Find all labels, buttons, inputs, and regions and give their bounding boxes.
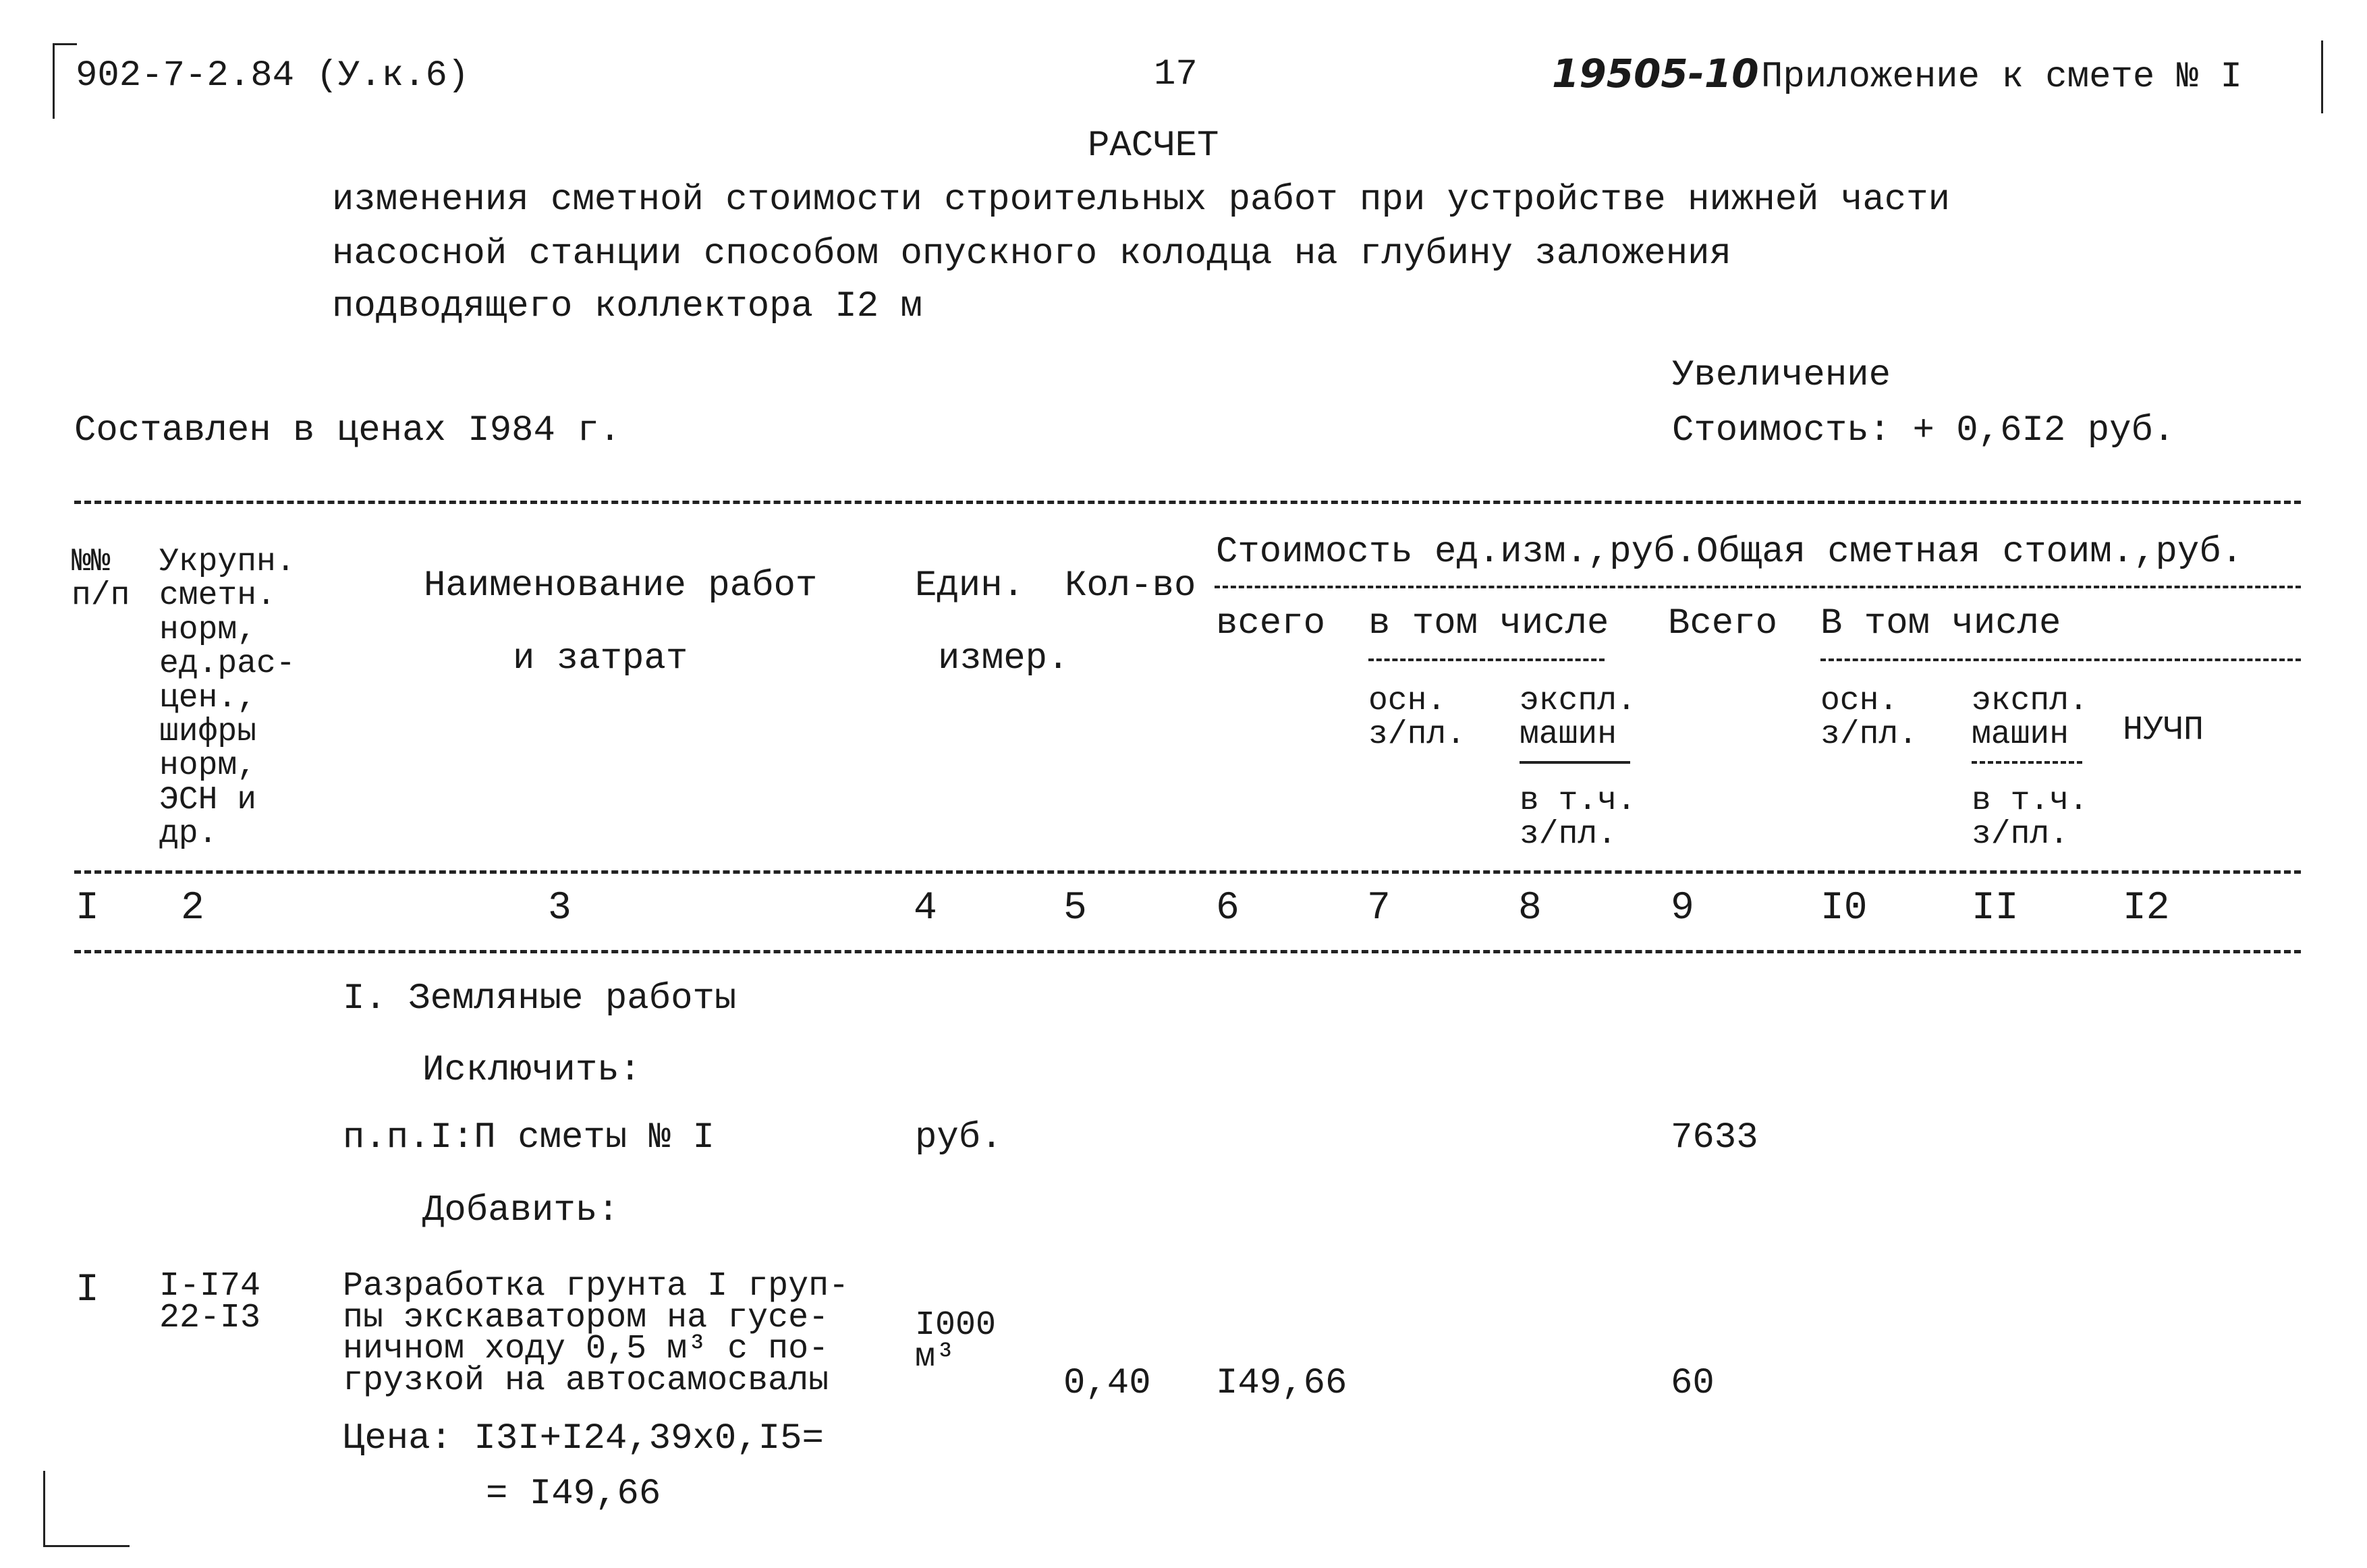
header-col-unit-2: измер.: [938, 638, 1069, 679]
header-group-total-cost: Общая сметная стоим.,руб.: [1696, 532, 2244, 573]
prices-label: Составлен в ценах I984 г.: [74, 410, 621, 451]
row-name: Разработка грунта I груп- пы экскаватором на гусе- ничном ходу 0,5 м³ с по- грузкой на автосамосвалы: [343, 1267, 850, 1400]
row-unit: I000 м³: [915, 1306, 997, 1376]
header-unit-mach-wage: в т.ч. з/пл.: [1520, 783, 1636, 853]
col-number: 4: [914, 887, 937, 930]
title-word: РАСЧЕТ: [1088, 125, 1219, 167]
corner-mark-bottom-left-h: [43, 1545, 130, 1547]
header-col-num: №№ п/п: [72, 544, 130, 615]
header-col-name-1: Наименование работ: [424, 565, 818, 607]
header-col-code: Укрупн. сметн. норм, ед.рас- цен., шифры норм, ЭСН и др.: [159, 544, 296, 853]
col-number: 5: [1063, 887, 1087, 930]
col-number: I2: [2123, 887, 2170, 930]
title-line-3: подводящего коллектора I2 м: [332, 286, 922, 327]
header-total-mach-underline: [1972, 761, 2082, 764]
exclude-unit: руб.: [915, 1117, 1003, 1158]
col-number: 7: [1367, 887, 1391, 930]
header-total-total: Всего: [1668, 603, 1778, 644]
header-unit-incl-underline: [1368, 659, 1605, 661]
increase-label: Увеличение: [1672, 355, 1891, 396]
col-number: 3: [548, 887, 572, 930]
header-col-name-2: и затрат: [513, 638, 688, 679]
header-total-incl: В том числе: [1820, 603, 2061, 644]
exclude-label: Исключить:: [422, 1050, 642, 1091]
add-label: Добавить:: [422, 1190, 619, 1231]
col-number: 6: [1216, 887, 1240, 930]
price-line-1: Цена: I3I+I24,39х0,I5=: [343, 1418, 824, 1459]
header-unit-mach: экспл. машин: [1520, 683, 1636, 754]
corner-mark-top-left: [53, 43, 55, 119]
row-code: I-I74 22-I3: [159, 1267, 261, 1337]
cost-label: Стоимость: + 0,6I2 руб.: [1672, 410, 2175, 451]
column-numbers-rule: [74, 950, 2301, 953]
page-number: 17: [1154, 54, 1198, 95]
col-number: 2: [181, 887, 204, 930]
appendix-label: Приложение к смете № I: [1761, 57, 2242, 98]
row-qty: 0,40: [1063, 1363, 1151, 1404]
header-group-underline: [1215, 586, 2301, 588]
exclude-total: 7633: [1671, 1117, 1758, 1158]
col-number: II: [1972, 887, 2019, 930]
header-total-osn: осн. з/пл.: [1820, 683, 1918, 754]
header-unit-incl: в том числе: [1368, 603, 1609, 644]
row-num: I: [76, 1268, 99, 1312]
header-unit-mach-underline: [1520, 761, 1630, 764]
header-total-nuchp: НУЧП: [2123, 711, 2204, 750]
header-unit-total: всего: [1216, 603, 1326, 644]
header-bottom-rule: [74, 870, 2301, 874]
row-total: 60: [1671, 1363, 1715, 1404]
handwritten-number: 19505-10: [1552, 51, 1759, 96]
table-top-rule: [74, 501, 2301, 504]
header-total-mach-wage: в т.ч. з/пл.: [1972, 783, 2088, 853]
section-title: I. Земляные работы: [343, 978, 737, 1019]
col-number: 9: [1671, 887, 1694, 930]
header-col-qty: Кол-во: [1065, 565, 1196, 607]
header-total-mach: экспл. машин: [1972, 683, 2088, 754]
exclude-item: п.п.I:П сметы № I: [343, 1117, 715, 1158]
corner-mark-top-left-h: [53, 43, 77, 45]
title-line-1: изменения сметной стоимости строительных работ при устройстве нижней части: [332, 179, 1950, 221]
col-number: I0: [1820, 887, 1868, 930]
row-unit-cost: I49,66: [1216, 1363, 1347, 1404]
header-total-incl-underline: [1820, 659, 2301, 661]
title-line-2: насосной станции способом опускного колодца на глубину заложения: [332, 233, 1731, 275]
doc-code: 902-7-2.84 (У.к.6): [76, 55, 470, 96]
corner-mark-bottom-left: [43, 1471, 45, 1546]
col-number: I: [76, 887, 99, 930]
header-group-unit-cost: Стоимость ед.изм.,руб.: [1216, 532, 1697, 573]
header-col-unit-1: Един.: [915, 565, 1025, 607]
corner-mark-top-right: [2321, 40, 2323, 113]
price-line-2: = I49,66: [486, 1474, 661, 1515]
col-number: 8: [1518, 887, 1542, 930]
header-unit-osn: осн. з/пл.: [1368, 683, 1466, 754]
